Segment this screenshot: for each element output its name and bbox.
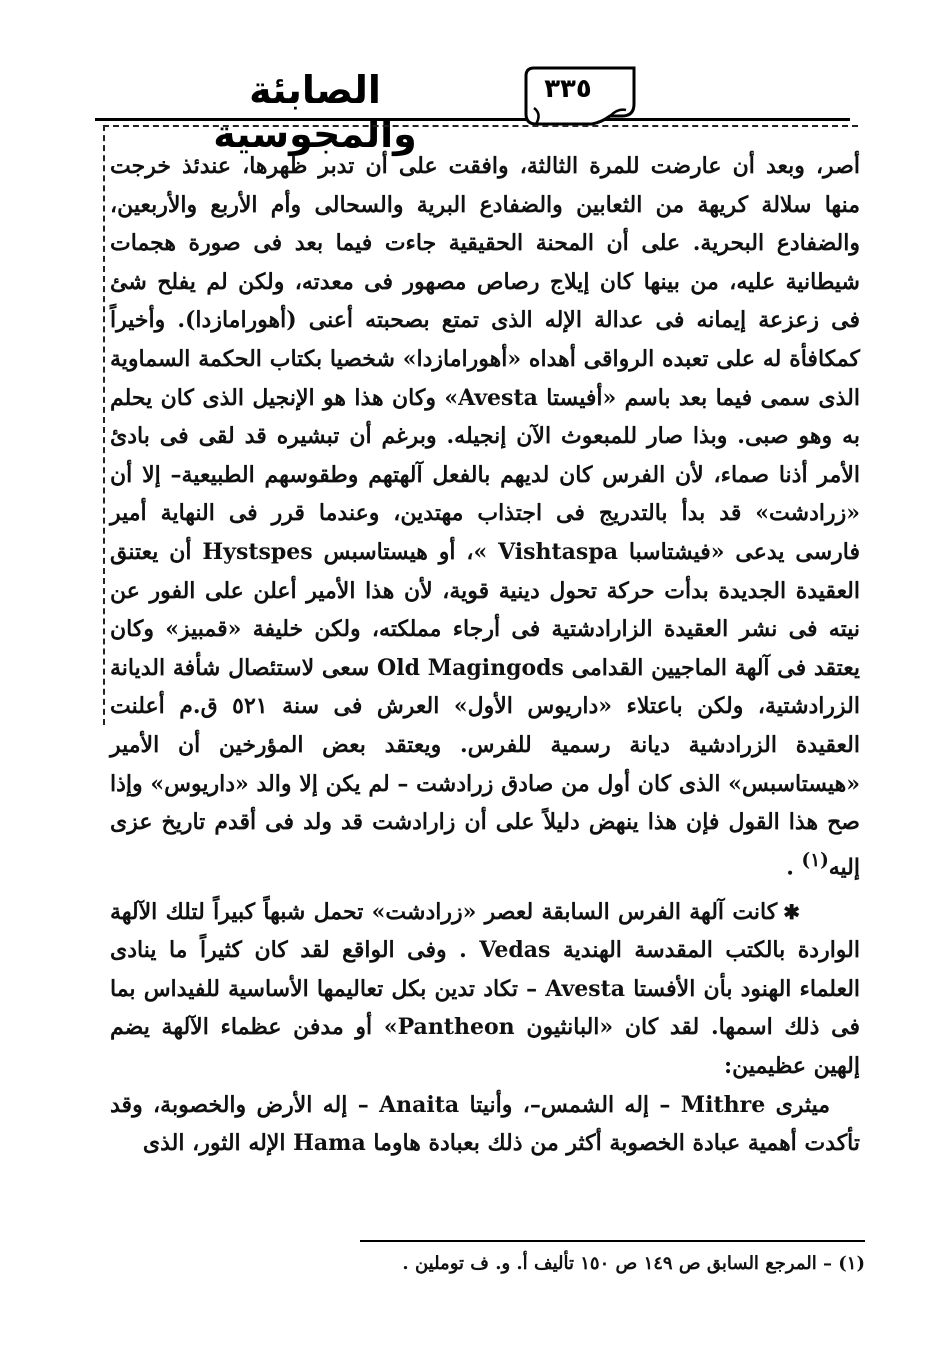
paragraph-text: أصر، وبعد أن عارضت للمرة الثالثة، وافقت على أن تدبر ظهرها، عندئذ خرجت منها سلالة كريهة من الثعابين والضفادع البرية والسحالى وأم الأربع والأربعين، والضفادع البحرية. على أن المحنة الحقيقية جاءت فيما بعد فى صورة هجمات شيطانية عليه، من بينها كان إيلاج رصاص مصهور فى معدته، ولكن لم يفلح شئ فى زعزعة إيمانه فى عدالة الإله الذى تمتع بصحبته أعنى (أهورامازدا). وأخيراً كمكافأة له على تعبده الرواقى أهداه «أهورامازدا» شخصيا بكتاب الحكمة السماوية الذى سمى فيما بعد باسم «أفيستا Avesta» وكان هذا هو الإنجيل الذى كان يحلم به وهو صبى. وبذا صار للمبعوث الآن إنجيله. وبرغم أن تبشيره قد لقى فى بادئ الأمر أذنا صماء، لأن الفرس كان لديهم بالفعل آلهتهم وطقوسهم الطبيعية– إلا أن «زرادشت» قد بدأ بالتدريج فى اجتذاب مهتدين، وعندما قرر فى النهاية أمير فارسى يدعى «فيشتاسبا Vishtaspa »، أو هيستاسبس Hystspes أن يعتنق العقيدة الجديدة بدأت حركة تحول دينية قوية، لأن هذا الأمير أعلن على الفور عن نيته فى نشر العقيدة الزارادشتية فى أرجاء مملكته، ولكن خليفة «قمبيز» وكان يعتقد فى آلهة الماجيين القدامى Old Magingods سعى لاستئصال شأفة الديانة الزرادشتية، ولكن باعتلاء «داريوس الأول» العرش فى سنة ٥٢١ ق.م أعلنت العقيدة الزرادشية ديانة رسمية للفرس. ويعتقد بعض المؤرخين أن الأمير «هيستاسبس» الذى كان أول من صادق زرادشت – لم يكن إلا والد «داريوس» وإذا صح هذا القول فإن هذا ينهض دليلاً على أن زارادشت قد ولد فى أقدم تاريخ عزى إليه — [110, 153, 860, 881]
paragraph — [110, 1086, 860, 1163]
paragraph-end: . — [786, 854, 802, 881]
body-text — [110, 147, 860, 1163]
page-number: ٣٣٥ — [544, 74, 592, 104]
footnote: (١) – المرجع السابق ص ١٤٩ ص ١٥٠ تأليف أ. و. ف توملين . — [402, 1253, 865, 1274]
paragraph — [110, 893, 860, 1086]
paragraph-text: كانت آلهة الفرس السابقة لعصر «زرادشت» تحمل شبهاً كبيراً لتلك الآلهة الواردة بالكتب المقدسة الهندية Vedas . وفى الواقع لقد كان كثيراً ما ينادى العلماء الهنود بأن الأفستا Avesta – تكاد تدين بكل تعاليمها الأساسية للفيداس بما فى ذلك اسمها. لقد كان «البانثيون Pantheon» أو مدفن عظماء الآلهة يضم إلهين عظيمين: — [110, 898, 861, 1079]
page-header — [0, 56, 932, 156]
frame-border-top — [103, 125, 858, 127]
footnote-separator — [360, 1240, 865, 1242]
frame-border-left — [103, 125, 105, 725]
asterisk-icon: ✱ — [783, 899, 800, 924]
paragraph — [110, 147, 860, 887]
book-title: الصابئة والمجوسية — [213, 68, 417, 156]
paragraph-text: ميثرى Mithre – إله الشمس–، وأنيتا Anaita – إله الأرض والخصوبة، وقد تأكدت أهمية عبادة الخصوبة أكثر من ذلك بعبادة هاوما Hama الإله الثور، الذى — [110, 1091, 860, 1157]
footnote-marker: (١) — [801, 849, 829, 871]
